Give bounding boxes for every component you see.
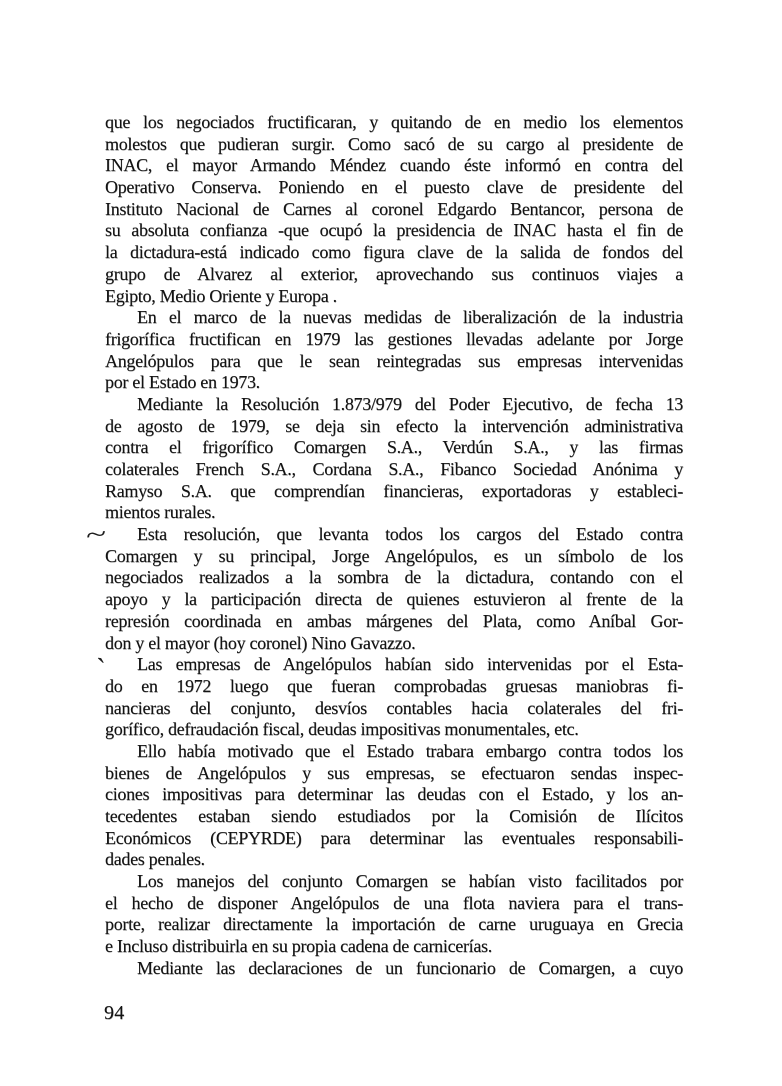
page-text	[84, 112, 683, 980]
text-line: negociados realizados a la sombra de la dictadura, contando con el	[105, 567, 683, 588]
text-line: colaterales French S.A., Cordana S.A., Fibanco Sociedad Anónima y	[105, 459, 683, 479]
paragraph	[93, 652, 683, 741]
paragraph	[105, 871, 683, 958]
text-line: INAC, el mayor Armando Méndez cuando éste informó en contra del	[105, 155, 683, 176]
text-line: de agosto de 1979, se deja sin efecto la intervención administrativa	[105, 415, 683, 436]
text-line: tecedentes estaban siendo estudiados por la Comisión de Ilícitos	[105, 806, 683, 826]
text-line: frigorífica fructifican en 1979 las gestiones llevadas adelante por Jorge	[105, 328, 683, 349]
text-line: molestos que pudieran surgir. Como sacó de su cargo al presidente de	[105, 133, 683, 154]
text-line: por el Estado en 1973.	[105, 372, 260, 393]
text-line: su absoluta confianza -que ocupó la presidencia de INAC hasta el fin de	[105, 220, 683, 241]
text-line: dades penales.	[105, 849, 205, 870]
paragraph	[105, 112, 683, 307]
paragraph	[105, 307, 683, 394]
paragraph	[105, 394, 683, 524]
text-line: Egipto, Medio Oriente y Europa .	[105, 285, 337, 306]
text-line: do en 1972 luego que fueran comprobadas gruesas maniobras fi-	[105, 675, 683, 696]
text-line: el hecho de disponer Angelópulos de una flota naviera para el trans-	[105, 892, 683, 913]
paragraph	[84, 518, 683, 654]
text-line: la dictadura-está indicado como figura clave de la salida de fondos del	[105, 242, 683, 263]
text-line: Esta resolución, que levanta todos los cargos del Estado contra	[137, 524, 683, 545]
text-line: que los negociados fructificaran, y quitando de en medio los elementos	[105, 112, 683, 132]
text-line: En el marco de la nuevas medidas de liberalización de la industria	[137, 307, 683, 328]
paragraph	[105, 741, 683, 871]
text-line: Ello había motivado que el Estado trabara embargo contra todos los	[137, 740, 683, 761]
text-line: grupo de Alvarez al exterior, aprovechando sus continuos viajes a	[105, 263, 683, 284]
text-line: Operativo Conserva. Poniendo en el puesto clave de presidente del	[105, 177, 683, 198]
margin-tick-mark-icon: ˋ	[93, 652, 107, 687]
text-line: nancieras del conjunto, desvíos contables hacia colaterales del fri-	[105, 697, 683, 718]
text-line: bienes de Angelópulos y sus empresas, se efectuaron sendas inspec-	[105, 762, 683, 783]
text-line: Instituto Nacional de Carnes al coronel Edgardo Bentancor, persona de	[105, 198, 683, 219]
text-line: gorífico, defraudación fiscal, deudas impositivas monumentales, etc.	[105, 719, 579, 740]
text-line: Ramyso S.A. que comprendían financieras, exportadoras y estableci-	[105, 480, 683, 501]
text-line: Económicos (CEPYRDE) para determinar las eventuales responsabili-	[105, 827, 683, 848]
text-line: porte, realizar directamente la importación de carne uruguaya en Grecia	[105, 914, 683, 935]
page-number: 94	[104, 1002, 125, 1024]
text-line: mientos rurales.	[105, 502, 216, 523]
text-line: don y el mayor (hoy coronel) Nino Gavazzo.	[105, 632, 416, 653]
text-line: Angelópulos para que le sean reintegradas sus empresas intervenidas	[105, 350, 683, 371]
text-line: contra el frigorífico Comargen S.A., Verdún S.A., y las firmas	[105, 437, 683, 458]
text-line: Los manejos del conjunto Comargen se habían visto facilitados por	[137, 871, 683, 892]
text-line: Las empresas de Angelópulos habían sido intervenidas por el Esta-	[137, 654, 683, 675]
text-line: ciones impositivas para determinar las deudas con el Estado, y los an-	[105, 784, 683, 805]
paragraph	[105, 958, 683, 980]
text-line: e Incluso distribuirla en su propia cadena de carnicerías.	[105, 936, 492, 957]
text-line: apoyo y la participación directa de quienes estuvieron al frente de la	[105, 589, 683, 610]
margin-dash-mark-icon: ~	[84, 518, 108, 550]
text-line: Comargen y su principal, Jorge Angelópulos, es un símbolo de los	[105, 545, 683, 566]
text-line: Mediante las declaraciones de un funcionario de Comargen, a cuyo	[137, 957, 683, 978]
text-line: represión coordinada en ambas márgenes del Plata, como Aníbal Gor-	[105, 610, 683, 631]
text-line: Mediante la Resolución 1.873/979 del Poder Ejecutivo, de fecha 13	[137, 393, 683, 414]
